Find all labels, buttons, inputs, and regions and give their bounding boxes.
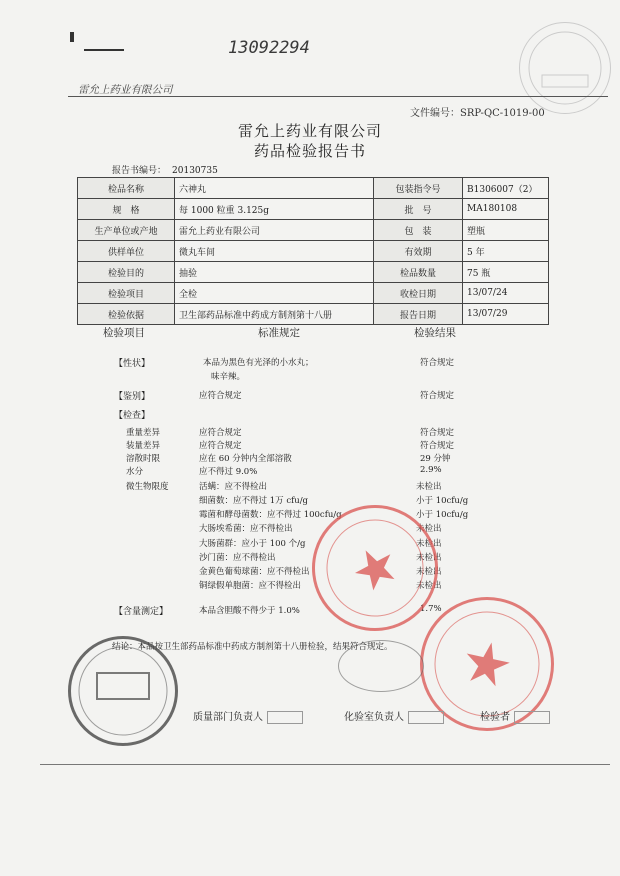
handwritten-number: 13092294 <box>228 38 310 58</box>
check-result: 未检出 <box>416 539 442 549</box>
check-result: 小于 10cfu/g <box>416 510 469 520</box>
tester-signature: 检验者 <box>480 708 550 724</box>
lab-signature: 化验室负责人 <box>344 708 444 724</box>
pen-mark <box>84 49 124 51</box>
faded-stamp-top-right <box>519 22 611 114</box>
faded-oval-stamp <box>338 640 424 692</box>
report-title: 雷允上药业有限公司 <box>237 122 382 140</box>
check-name: 水分 <box>126 467 144 477</box>
header-rule <box>68 96 608 97</box>
doc-number: 文件编号：SRP-QC-1019-00 <box>410 108 545 119</box>
check-name: 装量差异 <box>126 441 161 451</box>
check-name: 重量差异 <box>126 428 161 438</box>
check-standard: 金黄色葡萄球菌：应不得检出 <box>199 567 310 577</box>
check-result: 小于 10cfu/g <box>416 496 469 506</box>
check-standard: 大肠埃希菌：应不得检出 <box>199 524 293 534</box>
col-standard-header: 标准规定 <box>258 327 300 339</box>
footer-rule <box>40 764 610 765</box>
check-result: 符合规定 <box>420 428 455 438</box>
report-number: 报告书编号： 20130735 <box>112 166 218 176</box>
check-result: 未检出 <box>416 482 442 492</box>
assay-result: 1.7% <box>420 604 442 614</box>
gray-company-seal <box>68 636 178 746</box>
company-header: 雷允上药业有限公司 <box>78 84 173 96</box>
check-standard: 应不得过 9.0% <box>199 467 258 477</box>
info-table: 检品名称 六神丸 包装指令号 B1306007（2） 规 格 每 1000 粒重 3.125g 批 号 MA180108 生产单位或产地 雷允上药业有限公司 包 装 塑瓶 供样单位 微丸车间 有效期 5 年 检验目的 抽验 检品数量 75 瓶 检验项目 全检 收检日期 13/07/24 检验依据 卫生部药品标准中药成方制剂第十八册 报告日期 13/07/29 <box>77 177 549 325</box>
pen-mark <box>70 32 74 42</box>
check-result: 2.9% <box>420 465 442 475</box>
section-assay: 【含量测定】 <box>114 607 169 617</box>
check-result: 符合规定 <box>420 441 455 451</box>
appearance-result: 符合规定 <box>420 358 455 368</box>
check-standard: 应符合规定 <box>199 428 242 438</box>
col-item-header: 检验项目 <box>103 327 145 339</box>
report-subtitle: 药品检验报告书 <box>253 142 366 160</box>
check-standard: 应符合规定 <box>199 441 242 451</box>
check-standard: 大肠菌群：应小于 100 个/g <box>199 539 306 549</box>
check-name: 微生物限度 <box>126 482 169 492</box>
check-result: 未检出 <box>416 553 442 563</box>
check-standard: 铜绿假单胞菌：应不得检出 <box>199 581 302 591</box>
appearance-standard-2: 味辛辣。 <box>211 372 246 382</box>
col-result-header: 检验结果 <box>414 327 456 339</box>
section-identification: 【鉴别】 <box>114 392 151 402</box>
section-appearance: 【性状】 <box>114 359 151 369</box>
check-result: 未检出 <box>416 567 442 577</box>
identification-result: 符合规定 <box>420 391 455 401</box>
qa-signature: 质量部门负责人 <box>193 708 303 724</box>
appearance-standard: 本品为黑色有光泽的小水丸； <box>203 358 314 368</box>
check-result: 未检出 <box>416 581 442 591</box>
check-standard: 活螨：应不得检出 <box>199 482 268 492</box>
conclusion: 结论：本品按卫生部药品标准中药成方制剂第十八册检验，结果符合规定。 <box>112 642 393 652</box>
section-inspection: 【检查】 <box>114 411 151 421</box>
identification-standard: 应符合规定 <box>199 391 242 401</box>
check-result: 29 分钟 <box>420 454 451 464</box>
check-name: 溶散时限 <box>126 454 161 464</box>
check-standard: 细菌数：应不得过 1万 cfu/g <box>199 496 308 506</box>
check-result: 未检出 <box>416 524 442 534</box>
check-standard: 应在 60 分钟内全部溶散 <box>199 454 292 464</box>
check-standard: 沙门菌：应不得检出 <box>199 553 276 563</box>
check-standard: 霉菌和酵母菌数：应不得过 100cfu/g <box>199 510 342 520</box>
assay-standard: 本品含胆酸不得少于 1.0% <box>199 606 300 616</box>
